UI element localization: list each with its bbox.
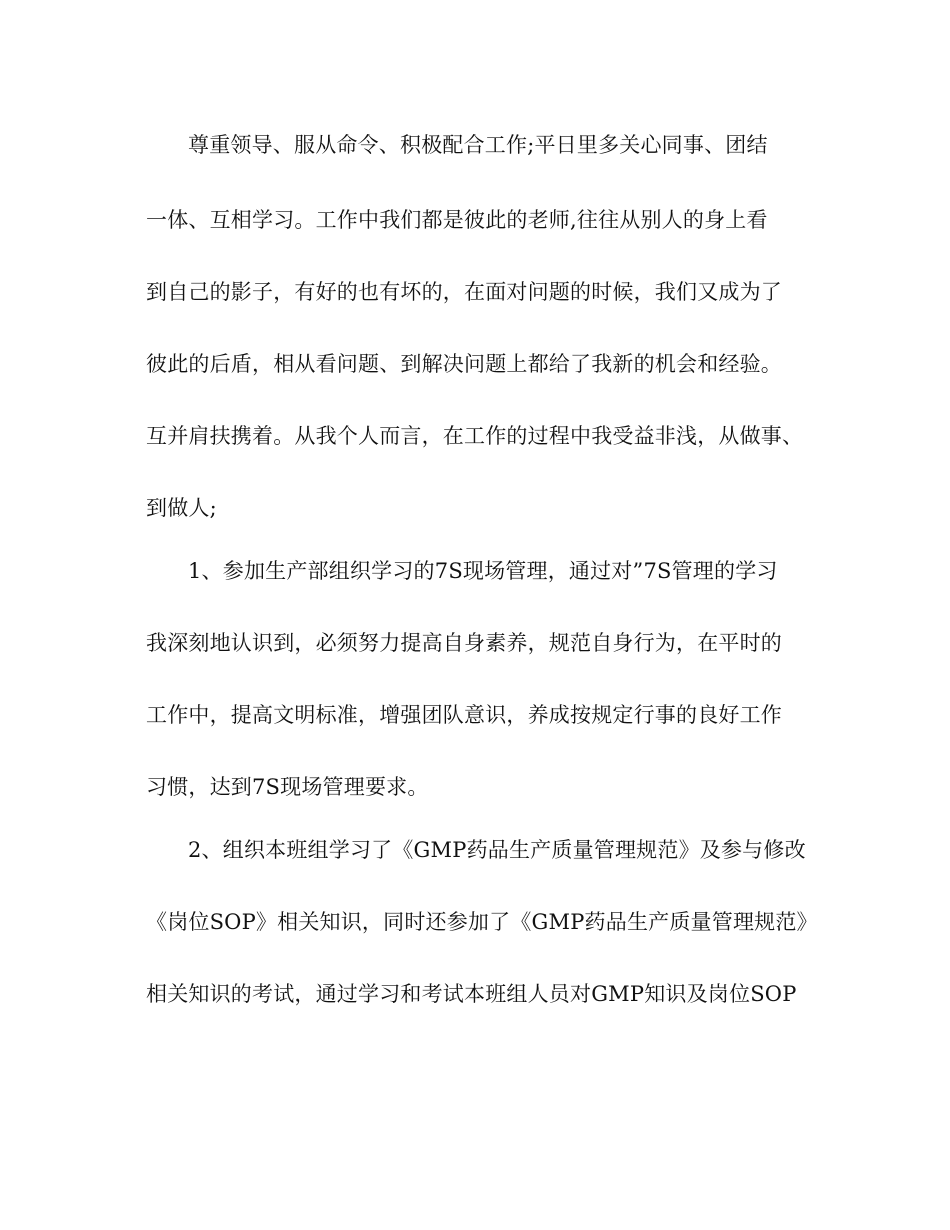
list-item-line: 我深刻地认识到，必须努力提高自身素养，规范自身行为，在平时的 bbox=[146, 631, 782, 655]
paragraph-line: 尊重领导、服从命令、积极配合工作;平日里多关心同事、团结 bbox=[188, 133, 768, 157]
list-item-line: 相关知识的考试，通过学习和考试本班组人员对GMP知识及岗位SOP bbox=[146, 982, 797, 1006]
list-item-line: 1、参加生产部组织学习的7S现场管理，通过对”7S管理的学习 bbox=[188, 559, 778, 583]
paragraph-line: 到自己的影子，有好的也有坏的，在面对问题的时候，我们又成为了 bbox=[146, 280, 782, 304]
list-item-line: 工作中，提高文明标准，增强团队意识，养成按规定行事的良好工作 bbox=[146, 703, 782, 727]
paragraph-line: 彼此的后盾，相从看问题、到解决问题上都给了我新的机会和经验。 bbox=[146, 352, 782, 376]
paragraph-line: 互并肩扶携着。从我个人而言，在工作的过程中我受益非浅，从做事、 bbox=[146, 424, 804, 448]
paragraph-line: 一体、互相学习。工作中我们都是彼此的老师,往往从别人的身上看 bbox=[146, 208, 768, 232]
list-item-line: 习惯，达到7S现场管理要求。 bbox=[146, 775, 429, 799]
list-item-line: 《岗位SOP》相关知识，同时还参加了《GMP药品生产质量管理规范》 bbox=[146, 910, 818, 934]
list-item-line: 2、组织本班组学习了《GMP药品生产质量管理规范》及参与修改 bbox=[188, 838, 806, 862]
paragraph-line: 到做人; bbox=[146, 496, 217, 520]
